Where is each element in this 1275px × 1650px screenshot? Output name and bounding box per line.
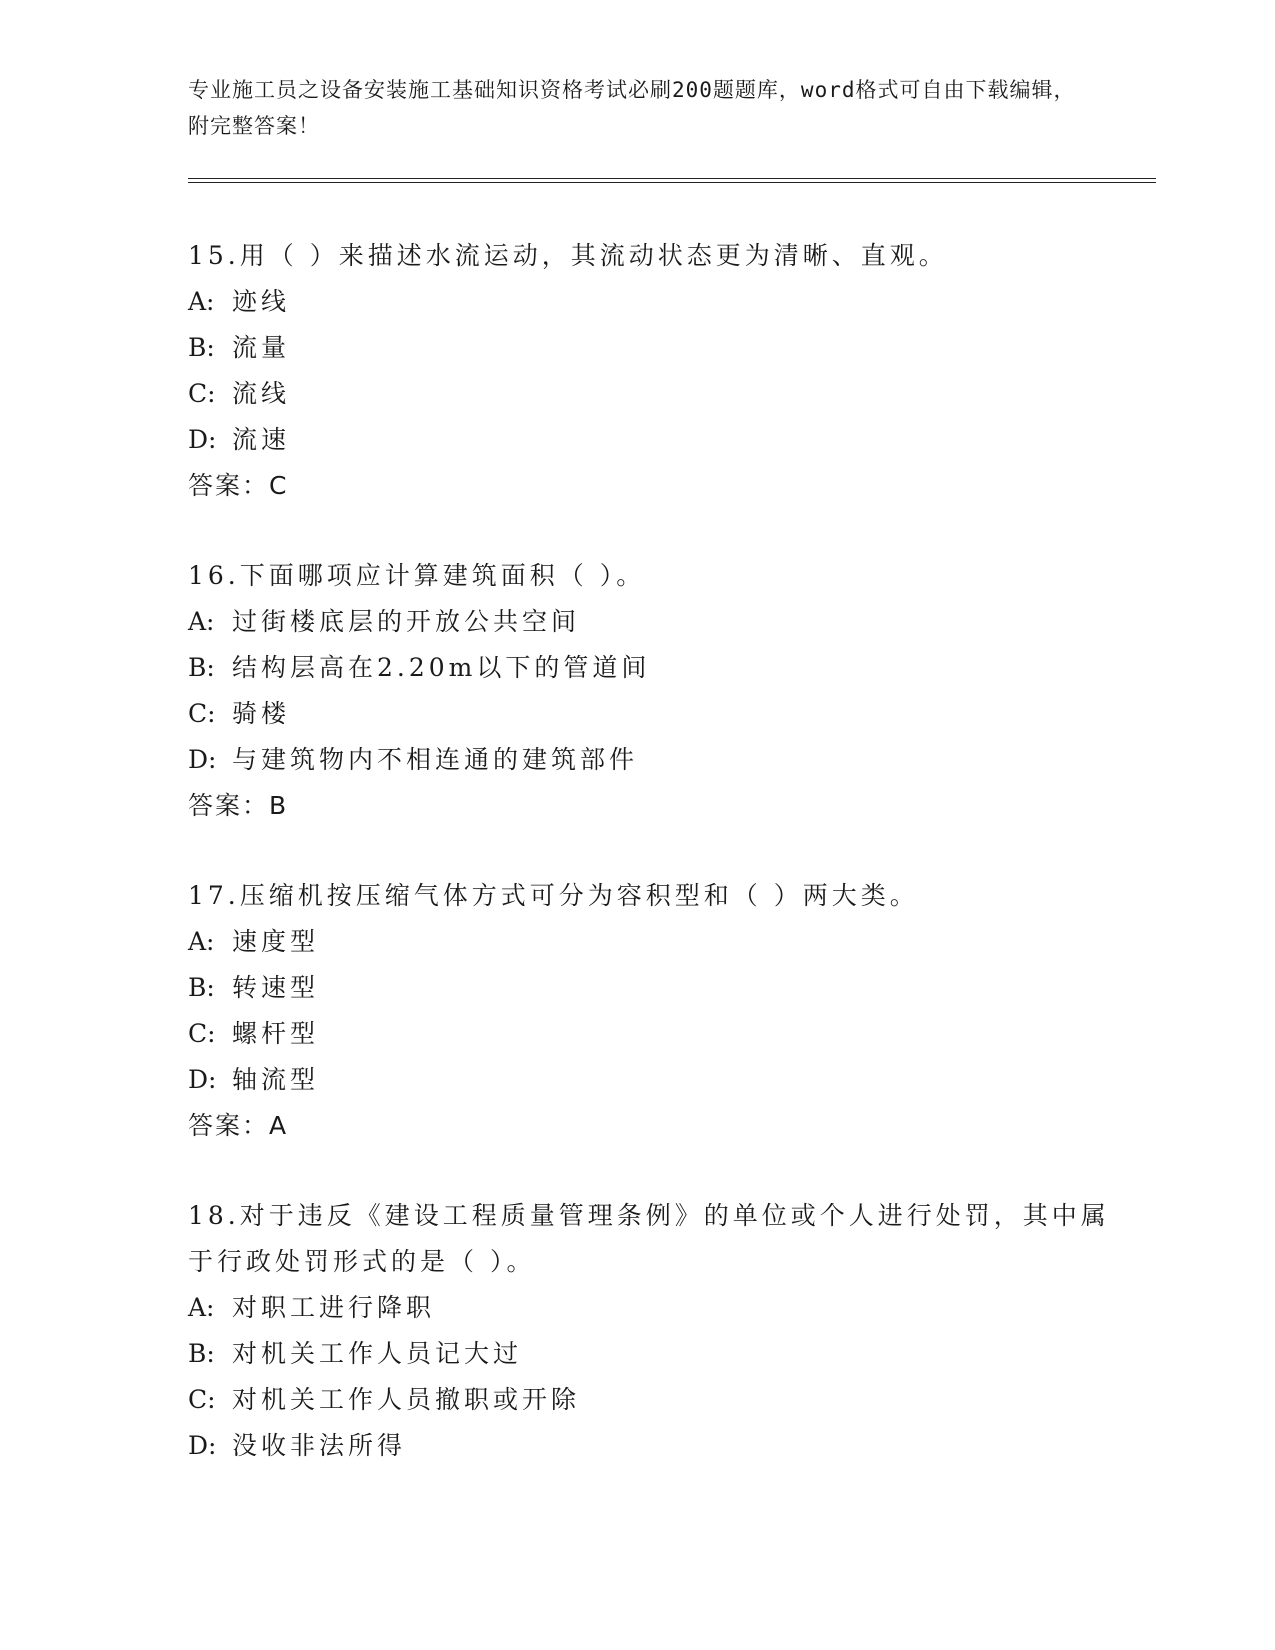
option-d [188,1423,1118,1469]
header-divider [188,178,1156,183]
option-text: 轴流型 [232,1065,320,1094]
question-block [188,1193,1118,1469]
question-stem: 18.对于违反《建设工程质量管理条例》的单位或个人进行处罚，其中属于行政处罚形式的是（ ）。 [188,1201,1110,1276]
option-letter: B: [188,1339,215,1368]
option-text: 流速 [232,425,291,454]
option-d [188,417,1118,463]
option-text: 流线 [232,379,291,408]
answer-line: 答案：C [188,471,289,500]
option-b [188,645,1118,691]
option-text: 对机关工作人员撤职或开除 [232,1385,581,1414]
option-text: 没收非法所得 [232,1431,407,1460]
option-text: 骑楼 [232,699,291,728]
option-d [188,1057,1118,1103]
option-a [188,1285,1118,1331]
option-letter: A: [188,1293,215,1322]
option-c [188,1377,1118,1423]
option-letter: D: [188,745,217,774]
question-stem: 17.压缩机按压缩气体方式可分为容积型和（ ）两大类。 [188,881,919,910]
option-letter: C: [188,1385,216,1414]
option-c [188,371,1118,417]
option-a [188,279,1118,325]
option-text: 螺杆型 [232,1019,320,1048]
question-block [188,553,1118,829]
option-b [188,325,1118,371]
option-letter: D: [188,1431,217,1460]
option-text: 流量 [232,333,291,362]
option-letter: A: [188,287,215,316]
option-b [188,1331,1118,1377]
answer-line: 答案：B [188,791,289,820]
option-letter: D: [188,1065,217,1094]
option-letter: C: [188,699,216,728]
document-header: 专业施工员之设备安装施工基础知识资格考试必刷200题题库，word格式可自由下载编辑，附完整答案！ [188,78,1076,138]
option-letter: B: [188,973,215,1002]
option-text: 对职工进行降职 [232,1293,436,1322]
answer-line: 答案：A [188,1111,289,1140]
option-d [188,737,1118,783]
option-text: 对机关工作人员记大过 [232,1339,523,1368]
option-letter: D: [188,425,217,454]
option-c [188,1011,1118,1057]
option-letter: C: [188,1019,216,1048]
option-b [188,965,1118,1011]
option-c [188,691,1118,737]
option-letter: A: [188,607,215,636]
option-letter: C: [188,379,216,408]
option-text: 迹线 [232,287,291,316]
question-block [188,873,1118,1149]
option-letter: B: [188,333,215,362]
option-text: 速度型 [232,927,320,956]
question-stem: 15.用（ ）来描述水流运动，其流动状态更为清晰、直观。 [188,241,948,270]
question-stem: 16.下面哪项应计算建筑面积（ ）。 [188,561,646,590]
option-text: 结构层高在2.20m以下的管道间 [232,653,651,682]
option-letter: A: [188,927,215,956]
option-a [188,919,1118,965]
option-text: 过街楼底层的开放公共空间 [232,607,581,636]
option-text: 转速型 [232,973,320,1002]
option-letter: B: [188,653,215,682]
option-a [188,599,1118,645]
question-block [188,233,1118,509]
option-text: 与建筑物内不相连通的建筑部件 [232,745,639,774]
